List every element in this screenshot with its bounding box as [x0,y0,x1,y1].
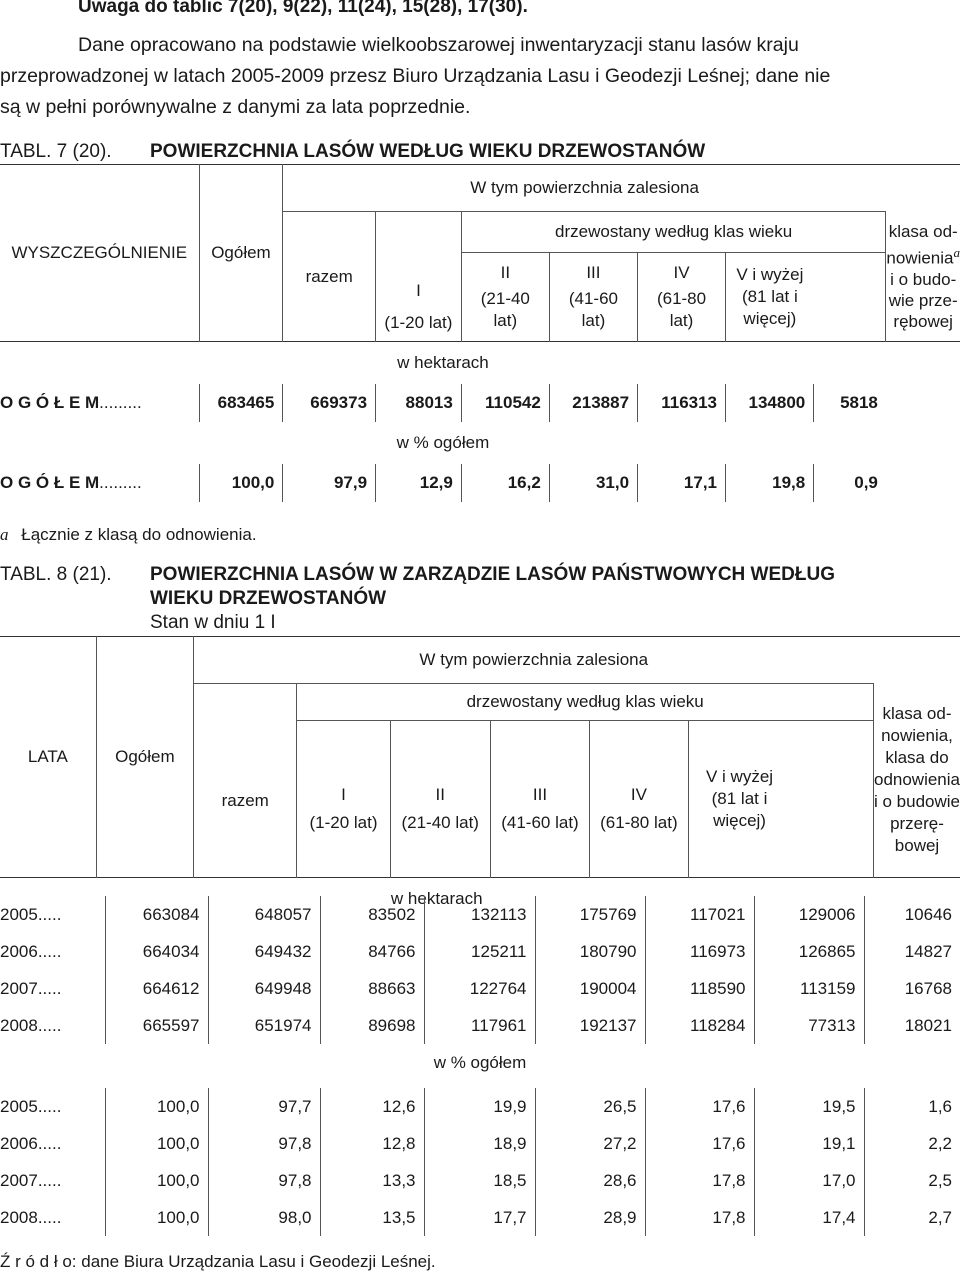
year-text: 2007 [0,1170,38,1190]
class4-numeral: IV [673,263,690,282]
row-dots: ..... [37,1096,62,1116]
cell: 190004 [535,970,645,1007]
class5-line-a: V i wyżej [736,265,804,284]
note-line-1: Dane opracowano na podstawie wielkoobszarowej inwentaryzacji stanu lasów kraju [78,34,799,56]
regen-line-d: wie prze- [888,290,958,310]
cell: 12,9 [376,464,462,502]
cell: 664034 [105,933,208,970]
cell: 18,5 [424,1162,535,1199]
note-paragraph [0,30,960,123]
class5-line-b: (81 lat i [742,287,798,306]
table8-header-class5 [688,721,790,878]
table8-header-class4 [590,721,688,878]
row-year [0,1007,105,1044]
cell: 88663 [320,970,424,1007]
cell: 122764 [424,970,535,1007]
cell: 14827 [864,933,960,970]
row-dots: ..... [37,941,62,961]
cell: 16,2 [461,464,549,502]
year-text: 2007 [0,978,38,998]
cell: 2,7 [864,1199,960,1236]
table7-header-classes: drzewostany według klas wieku [461,212,886,253]
cell: 118590 [645,970,754,1007]
table-row [0,933,960,970]
row-dots: ..... [37,1015,62,1035]
class3-range-b: lat) [581,311,606,330]
cell: 19,1 [754,1125,864,1162]
cell: 649432 [208,933,320,970]
row-dots: ..... [37,904,62,924]
table8-unit-ha: w hektarach [390,889,483,908]
table8-header-classes: drzewostany według klas wieku [297,684,874,721]
table8-unit-pct: w % ogółem [433,1053,527,1072]
footnote-mark: a [0,525,9,544]
row-year [0,1162,105,1199]
table8-source: Ź r ó d ł o: dane Biura Urządzania Lasu i Geodezji Leśnej. [0,1252,436,1271]
regen-line-d: odnowienia [873,770,960,790]
cell: 13,5 [320,1199,424,1236]
class1-numeral: I [416,280,421,300]
regen-line-c: i o budo- [890,269,957,289]
cell: 27,2 [535,1125,645,1162]
cell: 116973 [645,933,754,970]
cell: 12,6 [320,1088,424,1125]
cell: 126865 [754,933,864,970]
table7-header-total: Ogółem [199,165,283,342]
table8 [0,636,960,920]
regen-text-b: nowienia [886,248,954,268]
class4-numeral: IV [630,785,647,804]
table8-title-line2: WIEKU DRZEWOSTANÓW [150,588,387,609]
class2-range-b: lat) [493,311,518,330]
class5-line-c: więcej) [743,309,797,328]
cell: 77313 [754,1007,864,1044]
cell: 116313 [638,384,726,422]
year-text: 2005 [0,904,38,924]
regen-line-e: rębowej [893,311,953,331]
cell: 117961 [424,1007,535,1044]
cell: 10646 [864,896,960,933]
table7 [0,164,960,502]
row-label [0,384,199,422]
class4-range: (61-80 lat) [600,813,678,832]
class4-range-a: (61-80 [656,289,707,308]
year-text: 2008 [0,1015,38,1035]
regen-line-b: nowienia, [881,726,953,746]
table-row [0,896,960,933]
regen-line-e: i o budowie [873,792,960,812]
cell: 84766 [320,933,424,970]
class2-range-a: (21-40 [480,289,530,308]
row-year [0,933,105,970]
cell: 97,9 [283,464,376,502]
table7-row-ha [0,384,960,422]
cell: 180790 [535,933,645,970]
row-dots: ..... [37,1170,62,1190]
regen-footnote-mark: a [953,244,960,260]
cell: 17,1 [638,464,726,502]
cell: 17,8 [645,1162,754,1199]
row-dots: ..... [37,1133,62,1153]
table7-header-forested: W tym powierzchnia zalesiona [283,165,886,212]
class5-line-c: więcej) [713,811,766,830]
table8-header-years: LATA [27,747,68,766]
table7-title: POWIERZCHNIA LASÓW WEDŁUG WIEKU DRZEWOSTANÓW [150,141,706,162]
class2-range: (21-40 lat) [401,813,479,832]
table8-label: TABL. 8 (21). [0,564,112,585]
regen-line-a: klasa od- [888,221,958,241]
cell: 100,0 [105,1162,208,1199]
year-text: 2006 [0,1133,38,1153]
cell: 100,0 [105,1088,208,1125]
cell: 31,0 [549,464,637,502]
cell: 651974 [208,1007,320,1044]
cell: 129006 [754,896,864,933]
table8-rows-ha [0,896,960,1044]
table7-header-class2 [461,253,549,342]
cell: 98,0 [208,1199,320,1236]
table8-subtitle: Stan w dniu 1 I [150,612,276,633]
cell: 2,2 [864,1125,960,1162]
cell: 83502 [320,896,424,933]
row-year [0,1125,105,1162]
cell: 213887 [549,384,637,422]
cell: 664612 [105,970,208,1007]
class1-range: (1-20 lat) [384,312,453,332]
regen-line-c: klasa do [885,748,949,768]
row-year [0,1199,105,1236]
table-row [0,1125,960,1162]
cell: 18021 [864,1007,960,1044]
cell: 17,7 [424,1199,535,1236]
cell: 18,9 [424,1125,535,1162]
class4-range-b: lat) [669,311,694,330]
table8-header-razem: razem [194,684,297,878]
cell: 0,9 [814,464,886,502]
table8-header-regen [873,684,960,878]
class3-range-a: (41-60 [568,289,618,308]
year-text: 2008 [0,1207,38,1227]
table7-row-pct [0,464,960,502]
cell: 12,8 [320,1125,424,1162]
cell: 113159 [754,970,864,1007]
class3-range: (41-60 lat) [501,813,579,832]
cell: 97,8 [208,1162,320,1199]
row-year [0,896,105,933]
cell: 19,9 [424,1088,535,1125]
row-label [0,464,199,502]
cell: 649948 [208,970,320,1007]
cell: 19,5 [754,1088,864,1125]
cell: 17,8 [645,1199,754,1236]
regen-line-a: klasa od- [882,704,952,724]
year-text: 2005 [0,1096,38,1116]
cell: 118284 [645,1007,754,1044]
cell: 1,6 [864,1088,960,1125]
table8-header-forested: W tym powierzchnia zalesiona [194,637,874,684]
table7-label: TABL. 7 (20). [0,141,112,162]
table8-header-class3 [490,721,589,878]
row-dots: ......... [99,473,142,492]
table7-header-class3 [549,253,637,342]
cell: 2,5 [864,1162,960,1199]
table7-header-class4 [638,253,726,342]
table-row [0,970,960,1007]
cell: 663084 [105,896,208,933]
cell: 192137 [535,1007,645,1044]
table8-header-total: Ogółem [96,637,193,878]
class3-numeral: III [532,785,548,804]
row-label-text: O G Ó Ł E M [0,473,100,492]
table7-header-class5 [726,253,814,342]
cell: 100,0 [105,1199,208,1236]
cell: 683465 [199,384,283,422]
table7-header-spec: WYSZCZEGÓLNIENIE [11,243,188,262]
table7-header-razem: razem [283,212,376,342]
cell: 17,6 [645,1088,754,1125]
table7-unit-ha: w hektarach [397,353,489,372]
table7-header-class1 [376,212,462,342]
class5-line-b: (81 lat i [711,789,768,808]
cell: 28,6 [535,1162,645,1199]
cell: 648057 [208,896,320,933]
cell: 97,7 [208,1088,320,1125]
cell: 125211 [424,933,535,970]
cell: 16768 [864,970,960,1007]
class1-numeral: I [341,785,346,804]
table8-rows-pct [0,1088,960,1236]
row-year [0,1088,105,1125]
note-line-2: przeprowadzonej w latach 2005-2009 przesz Biuro Urządzania Lasu i Geodezji Leśnej; dane nie [0,65,831,87]
row-dots: ..... [37,1207,62,1227]
class2-numeral: II [500,263,511,282]
regen-line-b [886,242,960,269]
cell: 132113 [424,896,535,933]
cell: 89698 [320,1007,424,1044]
class1-range: (1-20 lat) [309,813,378,832]
footnote-text: Łącznie z klasą do odnowienia. [21,525,257,544]
cell: 117021 [645,896,754,933]
cell: 17,4 [754,1199,864,1236]
year-text: 2006 [0,941,38,961]
class5-line-a: V i wyżej [705,767,774,786]
table-row [0,1199,960,1236]
table7-header-regen [886,212,960,342]
cell: 97,8 [208,1125,320,1162]
cell: 669373 [283,384,376,422]
table7-footnote [0,525,257,545]
table-row [0,1162,960,1199]
cell: 100,0 [105,1125,208,1162]
cell: 26,5 [535,1088,645,1125]
table8-title-line1: POWIERZCHNIA LASÓW W ZARZĄDZIE LASÓW PAŃSTWOWYCH WEDŁUG [150,564,835,585]
row-label-text: O G Ó Ł E M [0,393,100,412]
class2-numeral: II [435,785,445,804]
cell: 100,0 [199,464,283,502]
cell: 175769 [535,896,645,933]
cell: 28,9 [535,1199,645,1236]
cell: 19,8 [726,464,814,502]
row-dots: ..... [37,978,62,998]
cell: 17,0 [754,1162,864,1199]
table-row [0,1007,960,1044]
cell: 665597 [105,1007,208,1044]
cell: 134800 [726,384,814,422]
cell: 5818 [814,384,886,422]
note-line-3: są w pełni porównywalne z danymi za lata poprzednie. [0,96,471,118]
regen-line-f: przerę- [890,814,944,834]
table8-header-class1 [297,721,390,878]
row-dots: ......... [99,393,142,412]
class3-numeral: III [586,263,601,282]
note-title: Uwaga do tablic 7(20), 9(22), 11(24), 15(28), 17(30). [78,0,528,17]
table7-unit-pct: w % ogółem [396,433,490,452]
cell: 110542 [461,384,549,422]
cell: 13,3 [320,1162,424,1199]
regen-line-g: bowej [894,836,940,856]
table8-header-class2 [390,721,490,878]
row-year [0,970,105,1007]
cell: 17,6 [645,1125,754,1162]
table-row [0,1088,960,1125]
cell: 88013 [376,384,462,422]
